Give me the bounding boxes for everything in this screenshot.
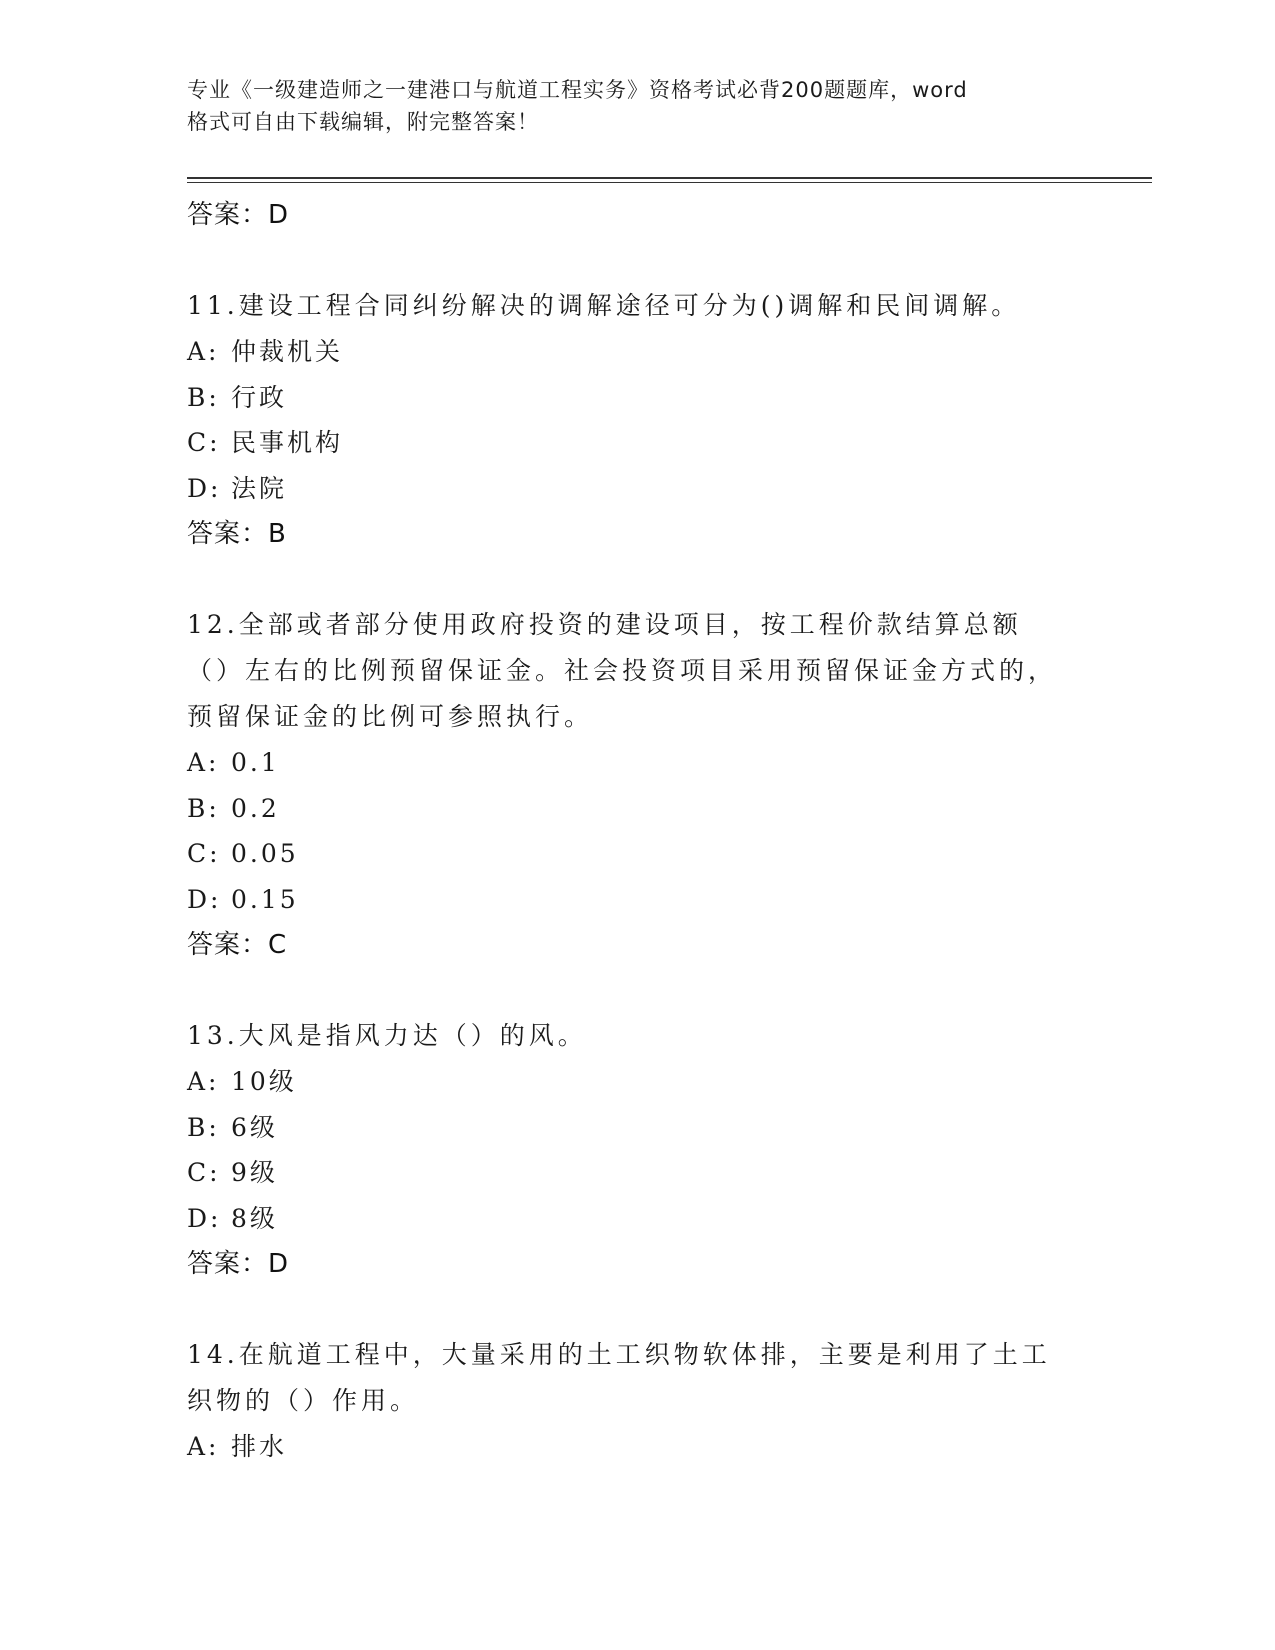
header-rule-thin — [187, 182, 1152, 183]
option-letter: C: — [187, 428, 221, 457]
option-text: 9级 — [231, 1158, 278, 1187]
option-letter: B: — [187, 1112, 220, 1142]
spacer — [187, 968, 1067, 1013]
option-text: 行政 — [231, 382, 288, 412]
option-d — [187, 466, 1067, 512]
question-text: 12.全部或者部分使用政府投资的建设项目，按工程价款结算总额（）左右的比例预留保证金。社会投资项目采用预留保证金方式的，预留保证金的比例可参照执行。 — [187, 610, 1058, 731]
answer-line: 答案：D — [187, 1249, 290, 1279]
question-block — [187, 602, 1067, 968]
option-letter: C: — [187, 839, 221, 868]
option-letter: A: — [187, 748, 220, 777]
option-text: 民事机构 — [231, 428, 344, 457]
option-c — [187, 831, 1067, 877]
option-a — [187, 740, 1067, 786]
option-letter: A: — [187, 337, 220, 366]
option-text: 法院 — [231, 473, 288, 503]
document-header — [187, 74, 1067, 138]
spacer — [187, 557, 1067, 602]
option-text: 10级 — [231, 1067, 297, 1096]
option-text: 0.15 — [231, 884, 299, 914]
option-b — [187, 1105, 1067, 1151]
spacer — [187, 1287, 1067, 1332]
option-text: 0.2 — [231, 793, 280, 823]
option-text: 仲裁机关 — [231, 337, 344, 366]
option-letter: B: — [187, 793, 220, 823]
option-b — [187, 786, 1067, 832]
option-c — [187, 1150, 1067, 1196]
question-text: 14.在航道工程中，大量采用的土工织物软体排，主要是利用了土工织物的（）作用。 — [187, 1340, 1051, 1415]
option-text: 0.05 — [231, 839, 299, 868]
option-a — [187, 1059, 1067, 1105]
option-letter: A: — [187, 1432, 220, 1461]
answer-line: 答案：C — [187, 930, 288, 960]
question-block — [187, 283, 1067, 557]
option-text: 0.1 — [231, 748, 280, 777]
question-text: 13.大风是指风力达（）的风。 — [187, 1021, 587, 1050]
question-list — [187, 192, 1067, 1470]
option-letter: D: — [187, 884, 222, 914]
question-block — [187, 1332, 1067, 1470]
spacer — [187, 238, 1067, 283]
option-letter: D: — [187, 473, 222, 503]
option-d — [187, 1196, 1067, 1242]
option-a — [187, 329, 1067, 375]
option-d — [187, 877, 1067, 923]
option-text: 8级 — [231, 1203, 278, 1233]
previous-answer: 答案：D — [187, 200, 290, 230]
header-line-1: 专业《一级建造师之一建港口与航道工程实务》资格考试必背200题题库，word — [187, 78, 968, 102]
option-b — [187, 375, 1067, 421]
option-letter: A: — [187, 1067, 220, 1096]
header-rule-thick — [187, 177, 1152, 179]
option-text: 排水 — [231, 1432, 288, 1461]
option-letter: D: — [187, 1203, 222, 1233]
header-line-2: 格式可自由下载编辑，附完整答案！ — [187, 110, 539, 134]
option-text: 6级 — [231, 1112, 278, 1142]
question-block — [187, 1013, 1067, 1287]
option-a — [187, 1424, 1067, 1470]
option-letter: B: — [187, 382, 220, 412]
option-letter: C: — [187, 1158, 221, 1187]
question-text: 11.建设工程合同纠纷解决的调解途径可分为()调解和民间调解。 — [187, 291, 1021, 320]
option-c — [187, 420, 1067, 466]
answer-line: 答案：B — [187, 519, 287, 549]
